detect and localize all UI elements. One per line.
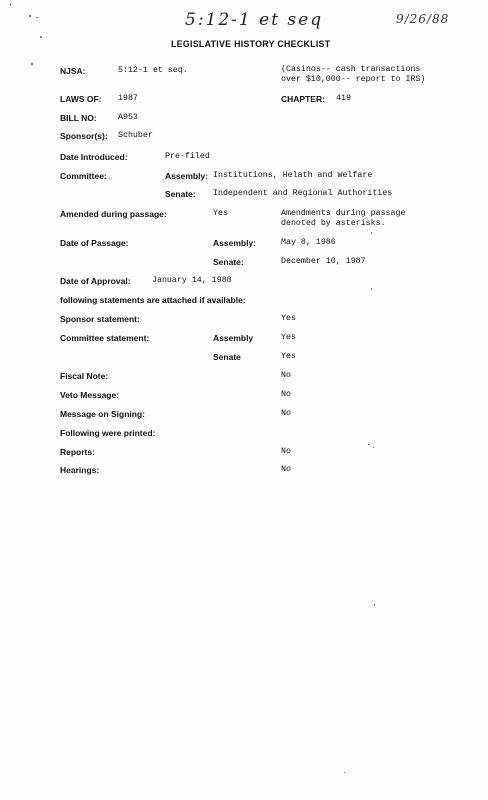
veto-message-label: Veto Message: — [60, 390, 120, 400]
approval-value: January 14, 1988 — [152, 276, 232, 285]
committee-statement-assembly-value: Yes — [281, 333, 296, 342]
committee-senate-label: Senate: — [165, 189, 196, 199]
statements-heading: following statements are attached if available: — [60, 295, 246, 305]
committee-statement-senate-value: Yes — [281, 352, 296, 361]
scan-speck — [29, 15, 31, 17]
chapter-value: 419 — [336, 94, 351, 103]
scan-speck — [373, 447, 374, 448]
amended-value: Yes — [213, 209, 228, 218]
page-title: LEGISLATIVE HISTORY CHECKLIST — [171, 39, 331, 49]
bill-no-value: A953 — [118, 113, 138, 122]
committee-assembly-label: Assembly: — [165, 171, 208, 181]
handwritten-citation: 5:12-1 et seq — [185, 10, 324, 30]
scan-speck — [371, 288, 372, 290]
date-introduced-value: Pre-filed — [165, 152, 210, 161]
passage-assembly-label: Assembly: — [213, 238, 256, 248]
message-on-signing-label: Message on Signing: — [60, 409, 146, 419]
fiscal-note-value: No — [281, 371, 291, 380]
amended-note: Amendments during passage denoted by asterisks. — [281, 209, 406, 228]
reports-label: Reports: — [60, 447, 95, 457]
committee-statement-assembly-label: Assembly — [213, 333, 254, 343]
scan-speck — [10, 3, 11, 6]
committee-statement-label: Committee statement: — [60, 333, 150, 343]
scan-speck — [374, 604, 375, 606]
laws-of-label: LAWS OF: — [60, 94, 102, 104]
date-introduced-label: Date Introduced: — [60, 152, 128, 162]
scan-speck — [31, 63, 33, 65]
committee-statement-senate-label: Senate — [213, 352, 241, 362]
scan-speck — [36, 17, 38, 18]
njsa-note: (Casinos-- cash transactions over $10,000-- report to IRS) — [281, 65, 426, 84]
printed-heading: Following were printed: — [60, 428, 156, 438]
scan-speck — [368, 444, 370, 445]
scan-speck — [40, 36, 42, 38]
passage-senate-value: December 10, 1987 — [281, 257, 366, 266]
chapter-label: CHAPTER: — [281, 94, 325, 104]
passage-senate-label: Senate: — [213, 257, 244, 267]
scan-speck — [371, 232, 372, 234]
sponsor-statement-value: Yes — [281, 314, 296, 323]
bill-no-label: BILL NO: — [60, 113, 97, 123]
approval-label: Date of Approval: — [60, 276, 131, 286]
scan-speck — [344, 772, 345, 773]
reports-value: No — [281, 447, 291, 456]
hearings-value: No — [281, 465, 291, 474]
fiscal-note-label: Fiscal Note: — [60, 371, 109, 381]
passage-assembly-value: May 8, 1986 — [281, 238, 336, 247]
sponsor-statement-label: Sponsor statement: — [60, 314, 140, 324]
hearings-label: Hearings: — [60, 465, 100, 475]
committee-label: Committee: — [60, 171, 107, 181]
message-on-signing-value: No — [281, 409, 291, 418]
njsa-value: 5:12-1 et seq. — [118, 66, 188, 75]
committee-senate-value: Independent and Regional Authorities — [213, 189, 393, 198]
handwritten-date: 9/26/88 — [396, 12, 450, 26]
passage-label: Date of Passage: — [60, 238, 129, 248]
amended-label: Amended during passage: — [60, 209, 167, 219]
committee-assembly-value: Institutions, Helath and Welfare — [213, 171, 373, 180]
sponsors-label: Sponsor(s): — [60, 131, 108, 141]
njsa-label: NJSA: — [60, 66, 86, 76]
veto-message-value: No — [281, 390, 291, 399]
laws-of-value: 1987 — [118, 94, 138, 103]
sponsors-value: Schuber — [118, 131, 153, 140]
